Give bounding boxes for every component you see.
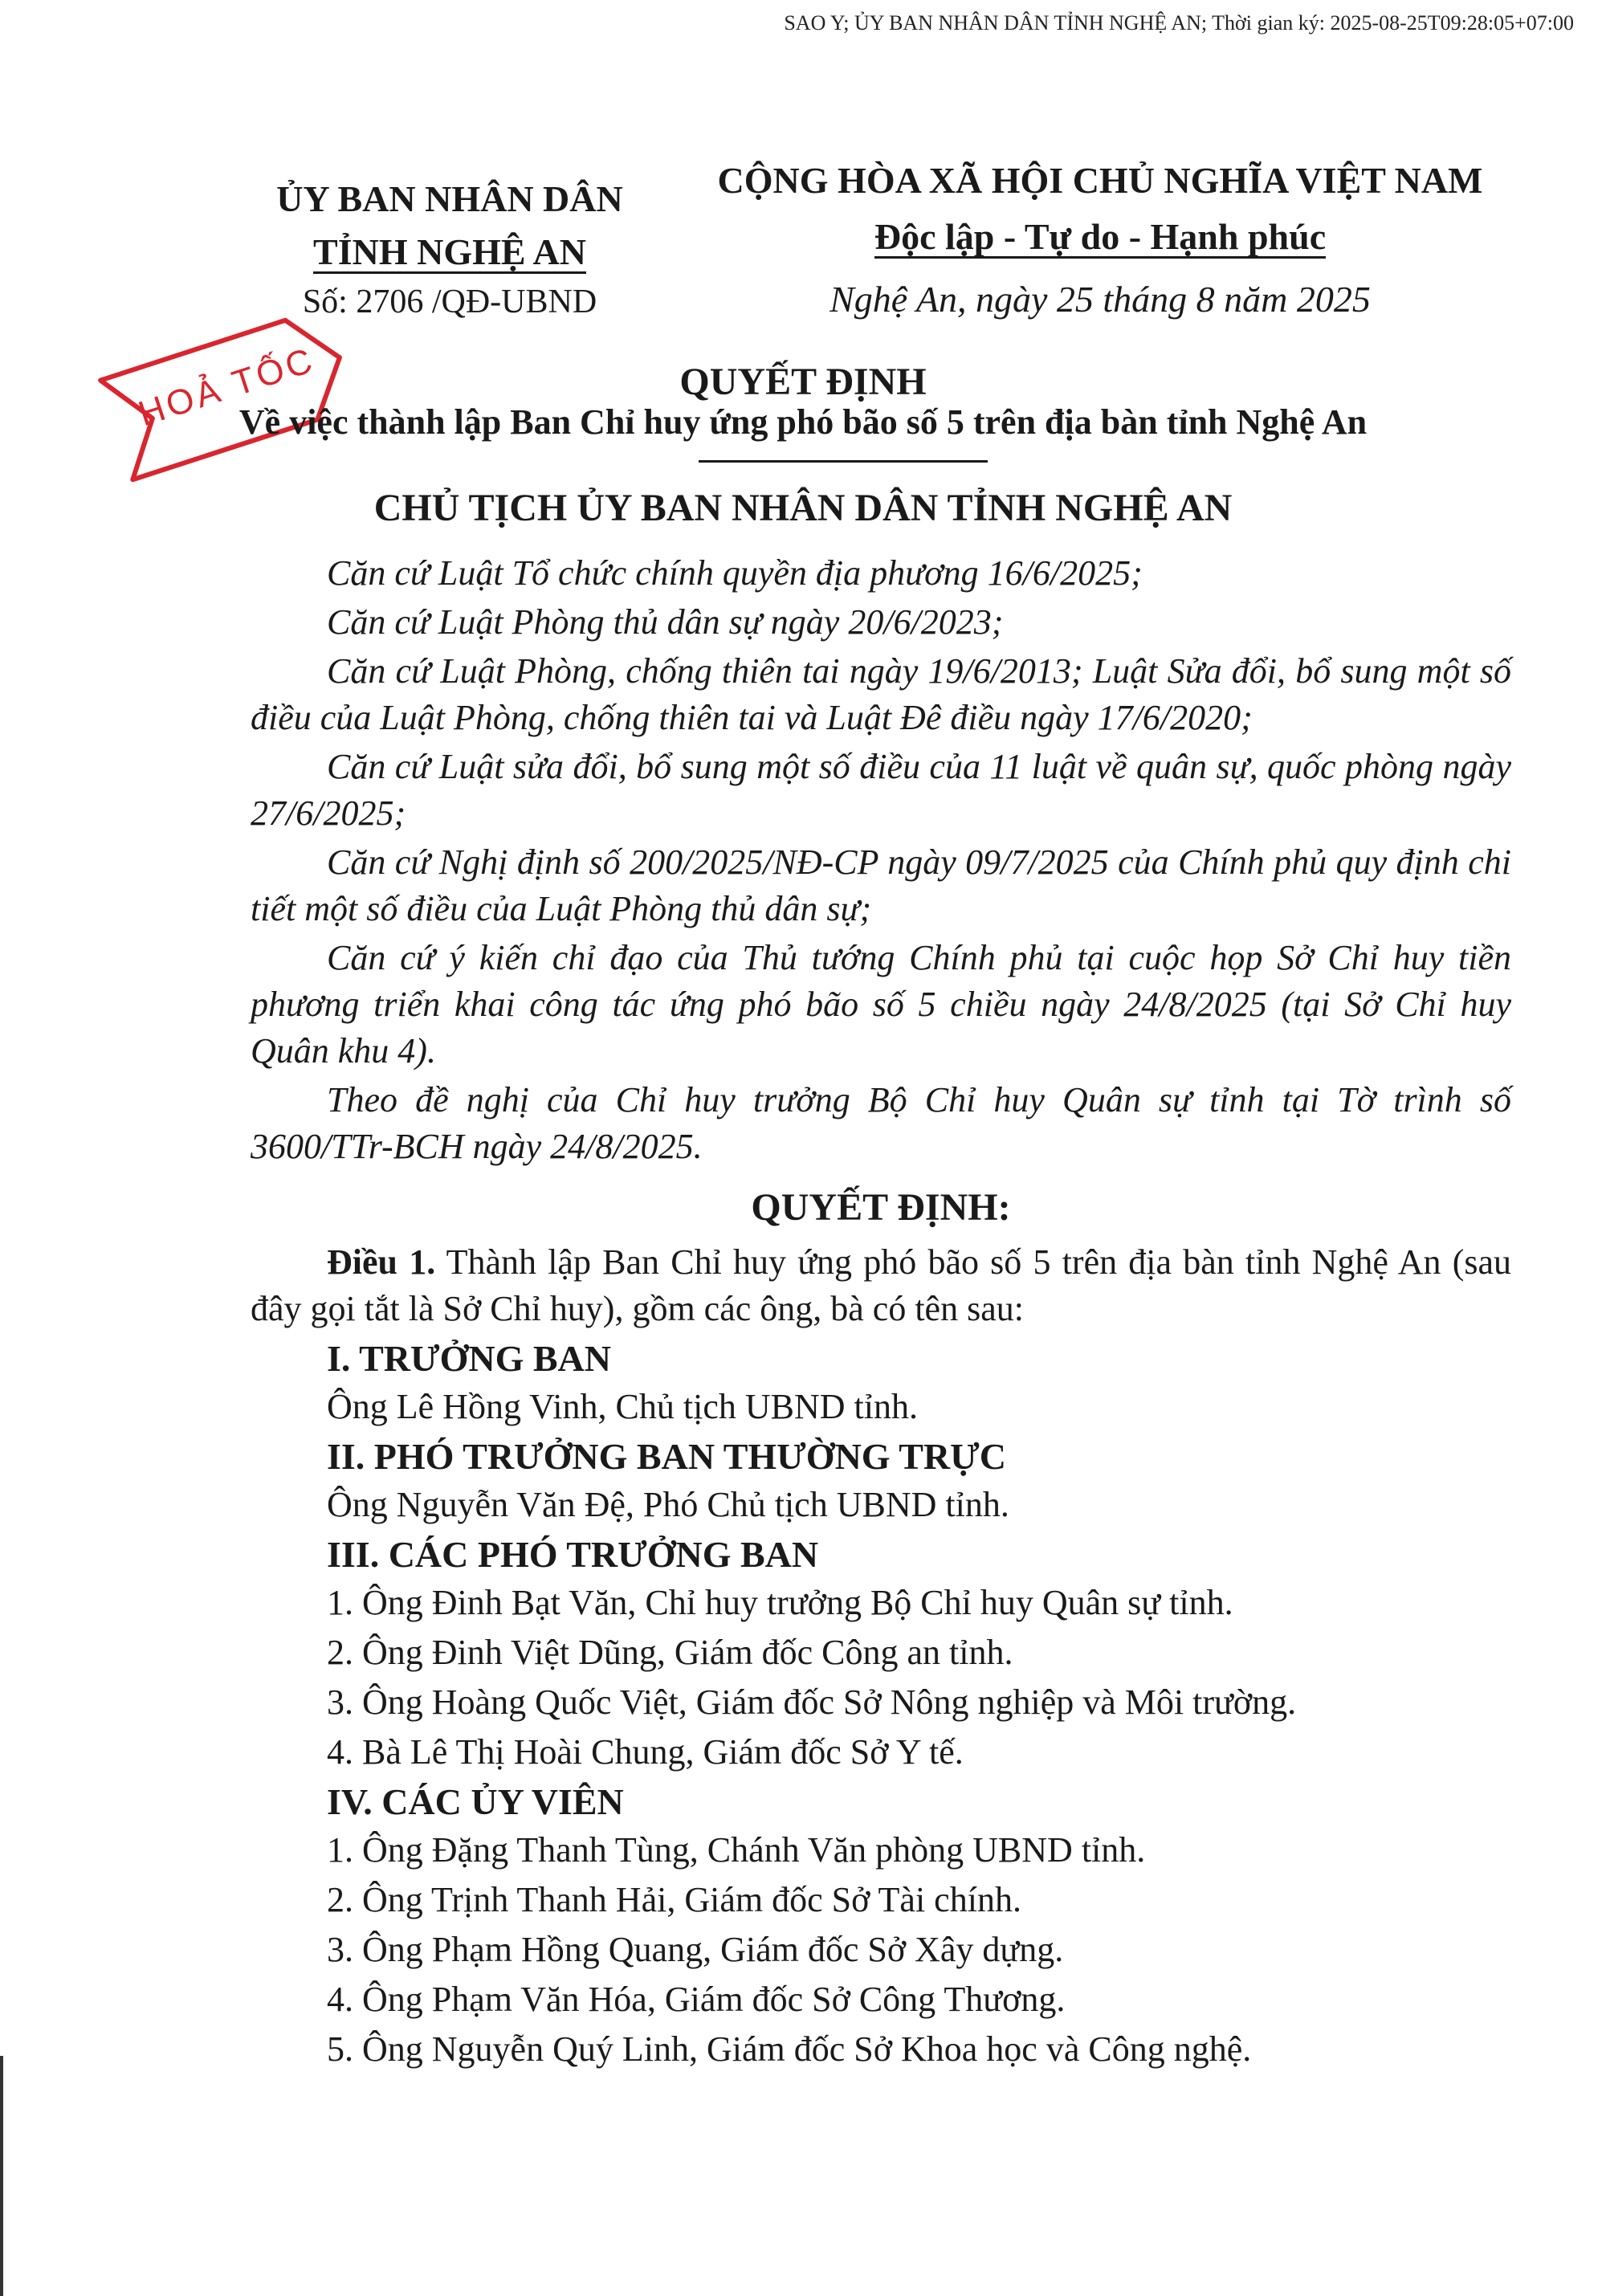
member-entry: 3. Ông Phạm Hồng Quang, Giám đốc Sở Xây dựng. (327, 1930, 1064, 1969)
section-heading: III. CÁC PHÓ TRƯỞNG BAN (327, 1534, 819, 1575)
member-entry: Ông Nguyễn Văn Đệ, Phó Chủ tịch UBND tỉnh. (327, 1485, 1009, 1524)
legal-basis: Căn cứ Luật Phòng, chống thiên tai ngày 19/6/2013; Luật Sửa đổi, bổ sung một số điều của Luật Phòng, chống thiên tai và Luật Đê điều ngày 17/6/2020; (251, 651, 1511, 737)
article-1-label: Điều 1. (327, 1242, 436, 1282)
stamp-text: HOẢ TỐC (133, 340, 320, 434)
article-1-text: Thành lập Ban Chỉ huy ứng phó bão số 5 trên địa bàn tỉnh Nghệ An (sau đây gọi tắt là Sở Chỉ huy), gồm các ông, bà có tên sau: (251, 1242, 1511, 1328)
member-entry: 3. Ông Hoàng Quốc Việt, Giám đốc Sở Nông nghiệp và Môi trường. (327, 1682, 1297, 1722)
legal-basis: Căn cứ Luật sửa đổi, bổ sung một số điều của 11 luật về quân sự, quốc phòng ngày 27/6/2025; (251, 747, 1511, 833)
document-subject: Về việc thành lập Ban Chỉ huy ứng phó bão số 5 trên địa bàn tỉnh Nghệ An (238, 402, 1368, 442)
place-and-date: Nghệ An, ngày 25 tháng 8 năm 2025 (829, 279, 1371, 320)
document-number: Số: 2706 /QĐ-UBND (302, 283, 597, 320)
document-body (251, 550, 1511, 2076)
document-type: QUYẾT ĐỊNH (679, 361, 927, 403)
legal-basis: Căn cứ ý kiến chỉ đạo của Thủ tướng Chính phủ tại cuộc họp Sở Chỉ huy tiền phương triển khai công tác ứng phó bão số 5 chiều ngày 24/8/2025 (tại Sở Chỉ huy Quân khu 4). (251, 938, 1511, 1071)
member-entry: 2. Ông Đinh Việt Dũng, Giám đốc Công an tỉnh. (327, 1633, 1013, 1672)
legal-basis: Căn cứ Nghị định số 200/2025/NĐ-CP ngày 09/7/2025 của Chính phủ quy định chi tiết một số điều của Luật Phòng thủ dân sự; (251, 842, 1511, 928)
member-entry: 4. Ông Phạm Văn Hóa, Giám đốc Sở Công Thương. (327, 1980, 1066, 2019)
issuing-authority: CHỦ TỊCH ỦY BAN NHÂN DÂN TỈNH NGHỆ AN (373, 487, 1233, 529)
member-entry: Ông Lê Hồng Vinh, Chủ tịch UBND tỉnh. (327, 1387, 918, 1426)
section-heading: I. TRƯỞNG BAN (327, 1338, 611, 1379)
member-entry: 4. Bà Lê Thị Hoài Chung, Giám đốc Sở Y tế. (327, 1732, 964, 1772)
member-entry: 5. Ông Nguyễn Quý Linh, Giám đốc Sở Khoa học và Công nghệ. (327, 2029, 1252, 2069)
subject-underline (699, 460, 988, 463)
member-entry: 1. Ông Đặng Thanh Tùng, Chánh Văn phòng UBND tỉnh. (327, 1830, 1146, 1870)
digital-signature-line: SAO Y; ỦY BAN NHÂN DÂN TỈNH NGHỆ AN; Thời gian ký: 2025-08-25T09:28:05+07:00 (784, 11, 1574, 35)
agency-line-2: TỈNH NGHỆ AN (313, 233, 586, 274)
section-heading: II. PHÓ TRƯỞNG BAN THƯỜNG TRỰC (327, 1436, 1006, 1477)
national-motto: Độc lập - Tự do - Hạnh phúc (874, 218, 1326, 259)
section-heading: IV. CÁC ỦY VIÊN (327, 1781, 624, 1822)
country-name: CỘNG HÒA XÃ HỘI CHỦ NGHĨA VIỆT NAM (717, 160, 1483, 201)
scan-edge-mark (0, 2056, 3, 2296)
decision-heading: QUYẾT ĐỊNH: (751, 1186, 1011, 1229)
member-entry: 2. Ông Trịnh Thanh Hải, Giám đốc Sở Tài chính. (327, 1880, 1021, 1919)
member-entry: 1. Ông Đinh Bạt Văn, Chỉ huy trưởng Bộ Chỉ huy Quân sự tỉnh. (327, 1583, 1233, 1622)
issuing-agency (241, 173, 658, 279)
national-header (691, 153, 1510, 265)
legal-basis: Theo đề nghị của Chỉ huy trưởng Bộ Chỉ huy Quân sự tỉnh tại Tờ trình số 3600/TTr-BCH ngày 24/8/2025. (251, 1080, 1511, 1166)
legal-basis: Căn cứ Luật Phòng thủ dân sự ngày 20/6/2023; (327, 602, 1004, 642)
agency-line-1: ỦY BAN NHÂN DÂN (276, 178, 623, 219)
legal-basis: Căn cứ Luật Tổ chức chính quyền địa phương 16/6/2025; (327, 553, 1143, 593)
article-1 (251, 1239, 1511, 1332)
